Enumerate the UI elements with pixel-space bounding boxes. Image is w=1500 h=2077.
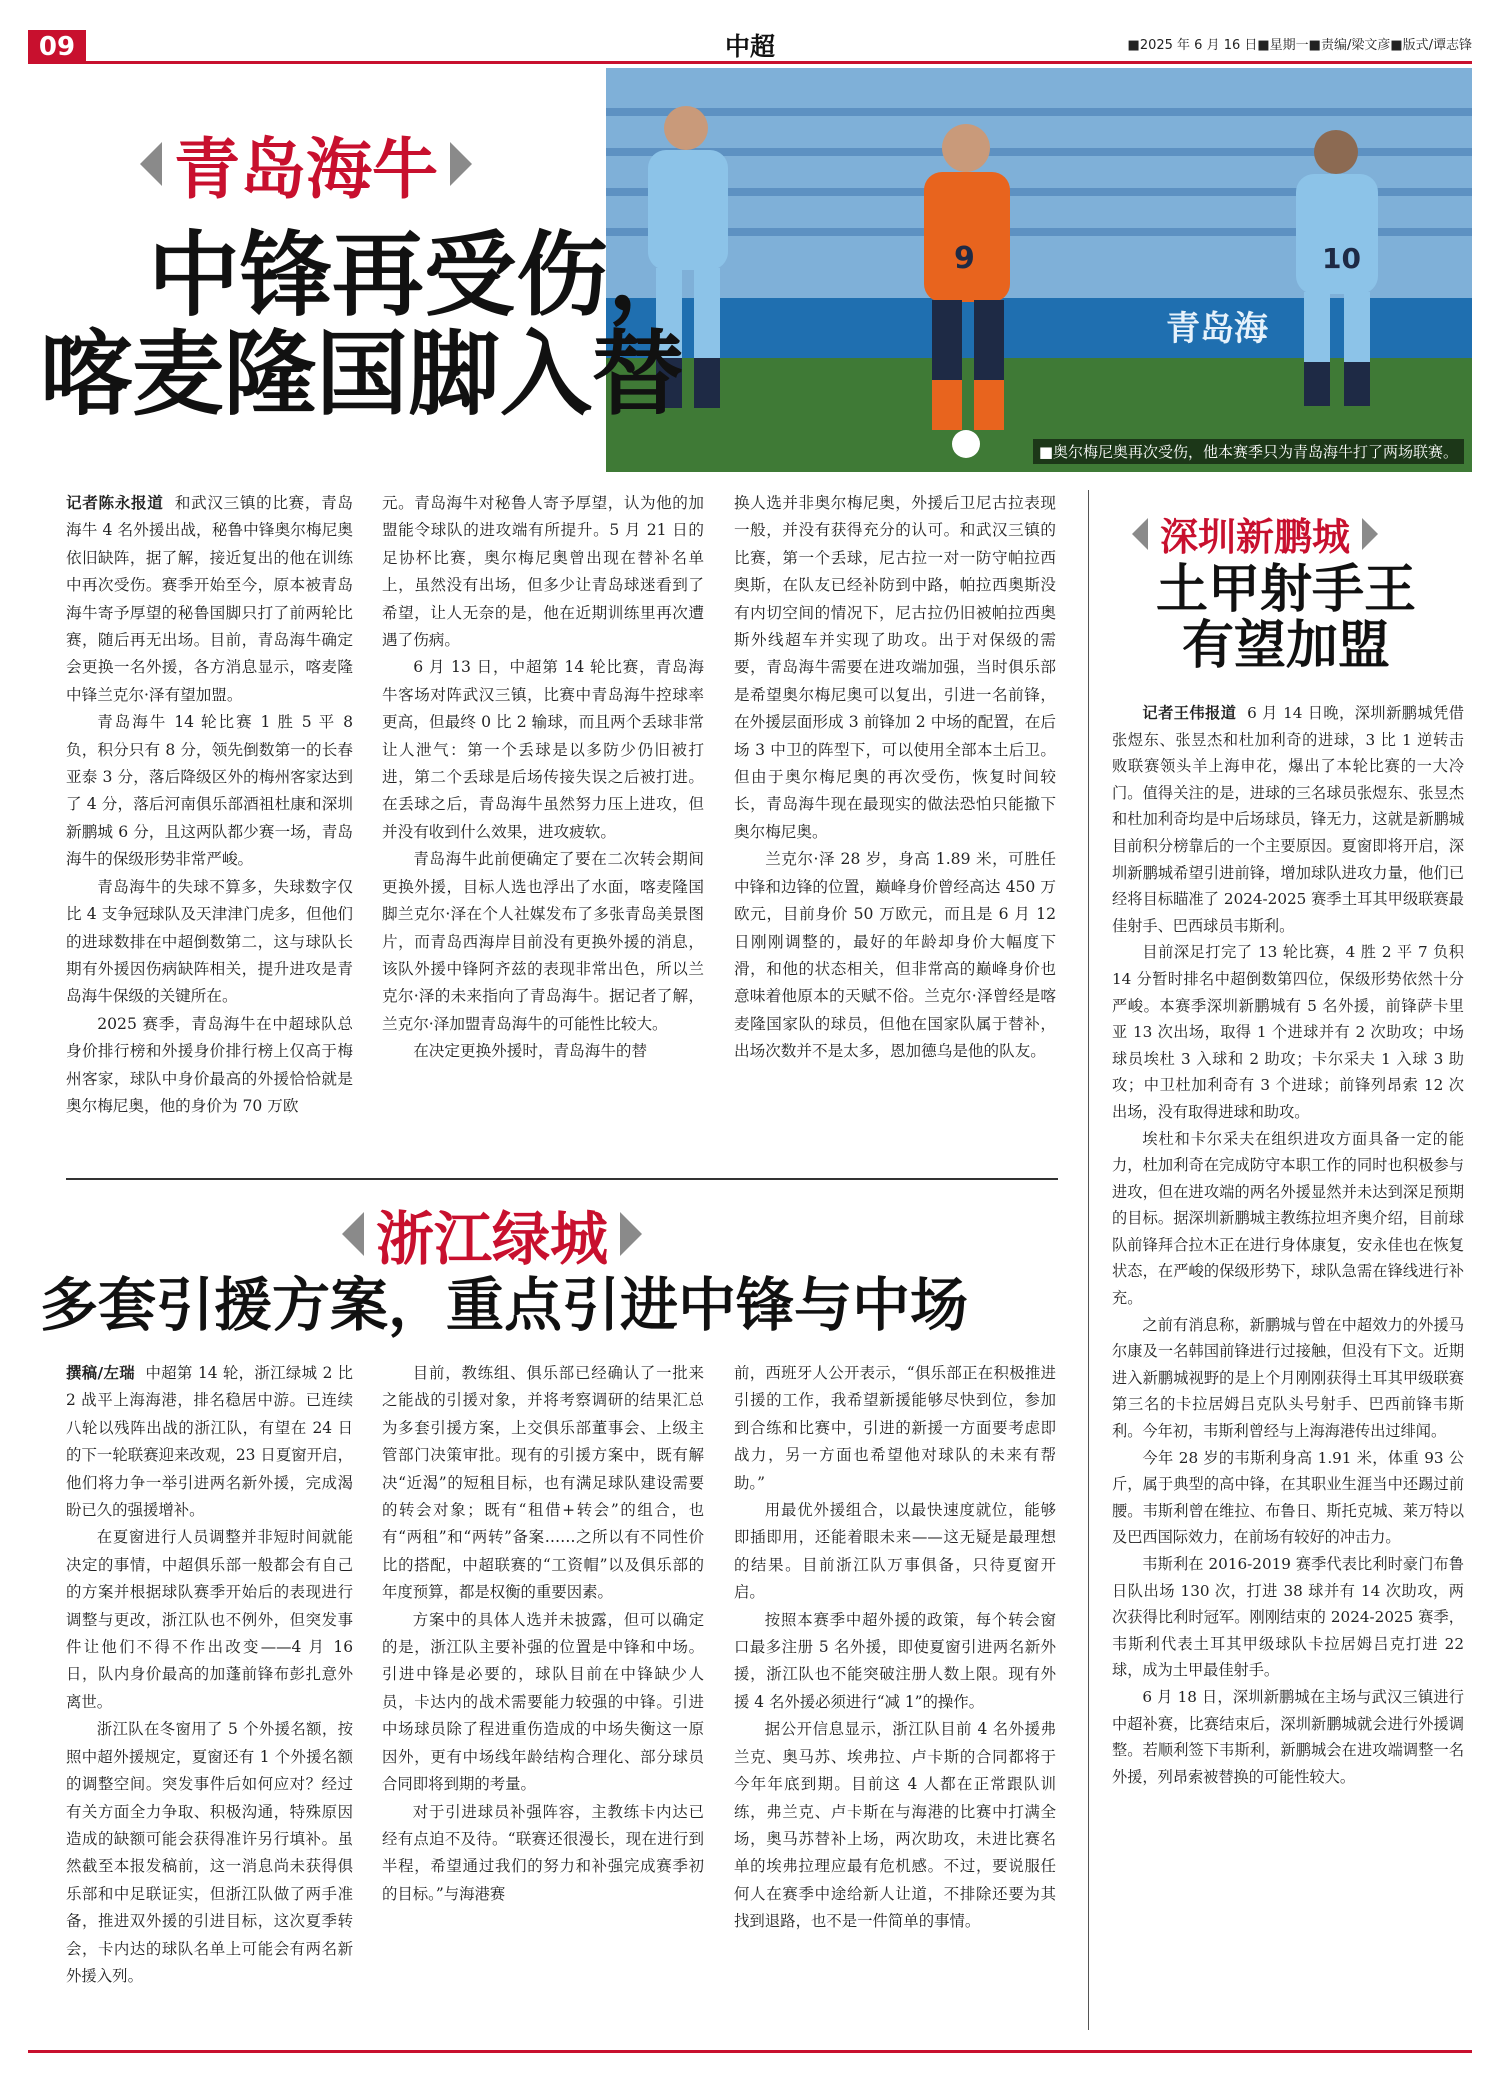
paragraph: 兰克尔·泽 28 岁，身高 1.89 米，可胜任中锋和边锋的位置，巅峰身价曾经高达 450 万欧元，目前身价 50 万欧元，而且是 6 月 12 日刚刚调整的，最好的年龄却身价大幅度下滑，和他的状态相关，但非常高的巅峰身价也意味着他原本的天赋不俗。兰克尔·泽曾经是喀麦隆国家队的球员，但他在国家队属于替补，出场次数并不是太多，恩加德乌是他的队友。 — [734, 850, 1056, 1061]
arrow-right-icon — [1362, 518, 1378, 550]
byline-shenzhen: 记者王伟报道 — [1142, 704, 1237, 722]
kicker-zhejiang — [342, 1192, 642, 1276]
section-title: 中超 — [724, 32, 775, 61]
paragraph: 目前，教练组、俱乐部已经确认了一批来之能战的引援对象，并将考察调研的结果汇总为多套引援方案，上交俱乐部董事会、上级主管部门决策审批。现有的引援方案中，既有解决“近渴”的短租目标，也有满足球队建设需要的转会对象；既有“租借+转会”的组合，也有“两租”和“两转”备案……之所以有不同性价比的搭配，中超联赛的“工资帽”以及俱乐部的年度预算，都是权衡的重要因素。 — [382, 1364, 704, 1602]
paragraph: 据公开信息显示，浙江队目前 4 名外援弗兰克、奥马苏、埃弗拉、卢卡斯的合同都将于今年年底到期。目前这 4 人都在正常跟队训练，弗兰克、卢卡斯在与海港的比赛中打满全场，奥马苏替补上场，两次助攻，未进比赛名单的埃弗拉理应最有危机感。不过，要说服任何人在赛季中途给新人让道，不排除还要为其找到退路，也不是一件简单的事情。 — [734, 1720, 1056, 1931]
arrow-right-icon — [450, 142, 472, 186]
ad-board-text: 青岛海 — [1166, 309, 1268, 349]
paragraph: 元。青岛海牛对秘鲁人寄予厚望，认为他的加盟能令球队的进攻端有所提升。5 月 21 日的足协杯比赛，奥尔梅尼奥曾出现在替补名单上，虽然没有出场，但多少让青岛球迷看到了希望，让人无奈的是，他在近期训练里再次遭遇了伤病。 — [382, 494, 704, 650]
kicker-zhejiang-text: 浙江绿城 — [376, 1205, 609, 1273]
paragraph: 今年 28 岁的韦斯利身高 1.91 米，体重 93 公斤，属于典型的高中锋，在其职业生涯当中还踢过前腰。韦斯利曾在维拉、布鲁日、斯托克城、莱万特以及巴西国际效力，在前场有较好的冲击力。 — [1112, 1448, 1464, 1547]
paragraph: 之前有消息称，新鹏城与曾在中超效力的外援马尔康及一名韩国前锋进行过接触，但没有下文。近期进入新鹏城视野的是上个月刚刚获得土耳其甲级联赛第三名的卡拉居姆吕克队头号射手、巴西前锋韦斯利。今年初，韦斯利曾经与上海海港传出过绯闻。 — [1112, 1315, 1464, 1441]
page-number: 09 — [28, 30, 86, 64]
paragraph: 换人选并非奥尔梅尼奥，外援后卫尼古拉表现一般，并没有获得充分的认可。和武汉三镇的比赛，第一个丢球，尼古拉一对一防守帕拉西奥斯，在队友已经补防到中路，帕拉西奥斯没有内切空间的情况下，尼古拉仍旧被帕拉西奥斯外线超车并实现了助攻。出于对保级的需要，青岛海牛需要在进攻端加强，当时俱乐部是希望奥尔梅尼奥可以复出，引进一名前锋，在外援层面形成 3 前锋加 2 中场的配置，在后场 3 中卫的阵型下，可以使用全部本土后卫。但由于奥尔梅尼奥的再次受伤，恢复时间较长，青岛海牛现在最现实的做法恐怕只能撤下奥尔梅尼奥。 — [734, 494, 1056, 841]
byline-qingdao: 记者陈永报道 — [66, 494, 164, 512]
paragraph: 撰稿/左瑞 中超第 14 轮，浙江绿城 2 比 2 战平上海海港，排名稳居中游。已连续八轮以残阵出战的浙江队，有望在 24 日的下一轮联赛迎来改观，23 日夏窗开启，他们将力争一举引进两名新外援，完成渴盼已久的强援增补。 — [66, 1364, 354, 1520]
headline-zhejiang: 多套引援方案，重点引进中锋与中场 — [40, 1271, 969, 1339]
section-divider — [66, 1178, 1058, 1180]
paragraph: 浙江队在冬窗用了 5 个外援名额，按照中超外援规定，夏窗还有 1 个外援名额的调整空间。突发事件后如何应对？经过有关方面全力争取、积极沟通，特殊原因造成的缺额可能会获得准许另行填补。虽然截至本报发稿前，这一消息尚未获得俱乐部和中足联证实，但浙江队做了两手准备，推进双外援的引进目标，这次夏季转会，卡内达的球队名单上可能会有两名新外援入列。 — [66, 1720, 353, 1985]
headline-shenzhen-line1: 土甲射手王 — [1155, 560, 1416, 620]
article-qingdao-col3 — [734, 490, 1056, 1066]
headline-shenzhen-line2: 有望加盟 — [1181, 616, 1390, 677]
paragraph: 2025 赛季，青岛海牛在中超球队总身价排行榜和外援身价排行榜上仅高于梅州客家，球队中身价最高的外援恰恰就是奥尔梅尼奥，他的身价为 70 万欧 — [66, 1014, 353, 1115]
column-divider — [1088, 490, 1089, 2030]
headline-qingdao-line1: 中锋再受伤， — [148, 222, 701, 329]
article-shenzhen-col — [1112, 700, 1464, 1790]
paragraph: 对于引进球员补强阵容，主教练卡内达已经有点迫不及待。“联赛还很漫长，现在进行到半程，希望通过我们的努力和补强完成赛季初的目标。”与海港赛 — [382, 1802, 704, 1903]
kicker-shenzhen — [1132, 506, 1378, 561]
jersey-number-10: 10 — [1322, 242, 1361, 275]
byline-zhejiang: 撰稿/左瑞 — [66, 1364, 135, 1382]
arrow-left-icon — [342, 1212, 364, 1256]
kicker-qingdao — [140, 116, 472, 211]
arrow-left-icon — [1132, 518, 1148, 550]
article-zhejiang-col1 — [66, 1360, 353, 1990]
headline-shenzhen — [1110, 560, 1462, 677]
paragraph: 目前深足打完了 13 轮比赛，4 胜 2 平 7 负积 14 分暂时排名中超倒数第四位，保级形势依然十分严峻。本赛季深圳新鹏城有 5 名外援，前锋萨卡里亚 13 次出场，取得 1 个进球并有 2 次助攻；中场球员埃杜 3 入球和 2 助攻；卡尔采夫 1 入球 3 助攻；中卫杜加利奇有 3 个进球；前锋列昂索 12 次出场，没有取得进球和助攻。 — [1112, 943, 1464, 1121]
paragraph: 青岛海牛的失球不算多，失球数字仅比 4 支争冠球队及天津津门虎多，但他们的进球数排在中超倒数第二，这与球队长期有外援因伤病缺阵相关，提升进攻是青岛海牛保级的关键所在。 — [66, 877, 353, 1006]
page-header — [28, 30, 1472, 64]
paragraph: 6 月 13 日，中超第 14 轮比赛，青岛海牛客场对阵武汉三镇，比赛中青岛海牛控球率更高，但最终 0 比 2 输球，而且两个丢球非常让人泄气：第一个丢球是以多防少仍旧被打进，第二个丢球是后场传接失误之后被打进。在丢球之后，青岛海牛虽然努力压上进攻，但并没有收到什么效果，进攻疲软。 — [382, 658, 704, 841]
kicker-qingdao-text: 青岛海牛 — [174, 131, 438, 208]
jersey-number-9: 9 — [954, 241, 975, 276]
paragraph: 按照本赛季中超外援的政策，每个转会窗口最多注册 5 名外援，即使夏窗引进两名新外援，浙江队也不能突破注册人数上限。现有外援 4 名外援必须进行“减 1”的操作。 — [734, 1610, 1056, 1711]
paragraph: 在夏窗进行人员调整并非短时间就能决定的事情，中超俱乐部一般都会有自己的方案并根据球队赛季开始后的表现进行调整与更改，浙江队也不例外，但突发事件让他们不得不作出改变——4 月 16 日，队内身价最高的加蓬前锋布彭扎意外离世。 — [66, 1528, 353, 1711]
arrow-left-icon — [140, 142, 162, 186]
issue-meta: ■2025 年 6 月 16 日■星期一■责编/梁文彦■版式/谭志锋 — [1127, 38, 1472, 53]
paragraph: 在决定更换外援时，青岛海牛的替 — [413, 1042, 648, 1061]
paragraph: 方案中的具体人选并未披露，但可以确定的是，浙江队主要补强的位置是中锋和中场。引进中锋是必要的，球队目前在中锋缺少人员，卡达内的战术需要能力较强的中锋。引进中场球员除了程进重伤造成的中场失衡这一原因外，更有中场线年龄结构合理化、部分球员合同即将到期的考量。 — [382, 1610, 704, 1794]
paragraph: 记者王伟报道 6 月 14 日晚，深圳新鹏城凭借张煜东、张昱杰和杜加利奇的进球，3 比 1 逆转击败联赛领头羊上海申花，爆出了本轮比赛的一大冷门。值得关注的是，进球的三名球员张煜东、张昱杰和杜加利奇均是中后场球员，锋无力，这就是新鹏城目前积分榜靠后的一个主要原因。夏窗即将开启，深圳新鹏城希望引进前锋，增加球队进攻力量，他们已经将目标瞄准了 2024-2025 赛季土耳其甲级联赛最佳射手、巴西球员韦斯利。 — [1112, 704, 1464, 935]
match-photo — [606, 68, 1472, 472]
headline-qingdao — [40, 222, 701, 429]
headline-qingdao-line2: 喀麦隆国脚入替 — [40, 321, 685, 429]
kicker-shenzhen-text: 深圳新鹏城 — [1160, 515, 1351, 559]
paragraph: 青岛海牛此前便确定了要在二次转会期间更换外援，目标人选也浮出了水面，喀麦隆国脚兰克尔·泽在个人社媒发布了多张青岛美景图片，而青岛西海岸目前没有更换外援的消息，该队外援中锋阿齐兹的表现非常出色，所以兰克尔·泽的未来指向了青岛海牛。据记者了解，兰克尔·泽加盟青岛海牛的可能性比较大。 — [382, 850, 704, 1033]
paragraph: 韦斯利在 2016-2019 赛季代表比利时豪门布鲁日队出场 130 次，打进 38 球并有 14 次助攻，两次获得比利时冠军。刚刚结束的 2024-2025 赛季，韦斯利代表土耳其甲级球队卡拉居姆吕克打进 22 球，成为土甲最佳射手。 — [1112, 1555, 1464, 1680]
paragraph: 6 月 18 日，深圳新鹏城在主场与武汉三镇进行中超补赛，比赛结束后，深圳新鹏城就会进行外援调整。若顺利签下韦斯利，新鹏城会在进攻端调整一名外援，列昂索被替换的可能性较大。 — [1112, 1687, 1464, 1786]
arrow-right-icon — [620, 1212, 642, 1256]
paragraph: 前，西班牙人公开表示，“俱乐部正在积极推进引援的工作，我希望新援能够尽快到位，参加到合练和比赛中，引进的新援一方面要考虑即战力，另一方面也希望他对球队的未来有帮助。” — [734, 1364, 1056, 1492]
paragraph: 青岛海牛 14 轮比赛 1 胜 5 平 8 负，积分只有 8 分，领先倒数第一的长春亚泰 3 分，落后降级区外的梅州客家达到了 4 分，落后河南俱乐部酒祖杜康和深圳新鹏城 6 分，且这两队都少赛一场，青岛海牛的保级形势非常严峻。 — [66, 713, 353, 869]
ad-board — [606, 298, 1472, 358]
article-qingdao-col1 — [66, 490, 353, 1120]
article-zhejiang-col2 — [382, 1360, 704, 1908]
article-zhejiang-col3 — [734, 1360, 1056, 1936]
football — [952, 430, 980, 458]
paragraph: 用最优外援组合，以最快速度就位，能够即插即用，还能着眼未来——这无疑是最理想的结果。目前浙江队万事俱备，只待夏窗开启。 — [734, 1501, 1056, 1602]
paragraph: 埃杜和卡尔采夫在组织进攻方面具备一定的能力，杜加利奇在完成防守本职工作的同时也积极参与进攻，但在进攻端的两名外援显然并未达到深足预期的目标。据深圳新鹏城主教练拉坦齐奥介绍，目前球队前锋拜合拉木正在进行身体康复，安永佳也在恢复状态，在严峻的保级形势下，球队急需在锋线进行补充。 — [1112, 1129, 1464, 1308]
photo-caption: ■奥尔梅尼奥再次受伤，他本赛季只为青岛海牛打了两场联赛。 — [1033, 439, 1464, 464]
page-footer-rule — [28, 2050, 1472, 2053]
paragraph: 记者陈永报道 和武汉三镇的比赛，青岛海牛 4 名外援出战，秘鲁中锋奥尔梅尼奥依旧缺阵，据了解，接近复出的他在训练中再次受伤。赛季开始至今，原本被青岛海牛寄予厚望的秘鲁国脚只打了前两轮比赛，随后再无出场。目前，青岛海牛确定会更换一名外援，各方消息显示，喀麦隆中锋兰克尔·泽有望加盟。 — [66, 494, 353, 704]
article-qingdao-col2 — [382, 490, 704, 1066]
photo-illustration — [606, 68, 1472, 472]
